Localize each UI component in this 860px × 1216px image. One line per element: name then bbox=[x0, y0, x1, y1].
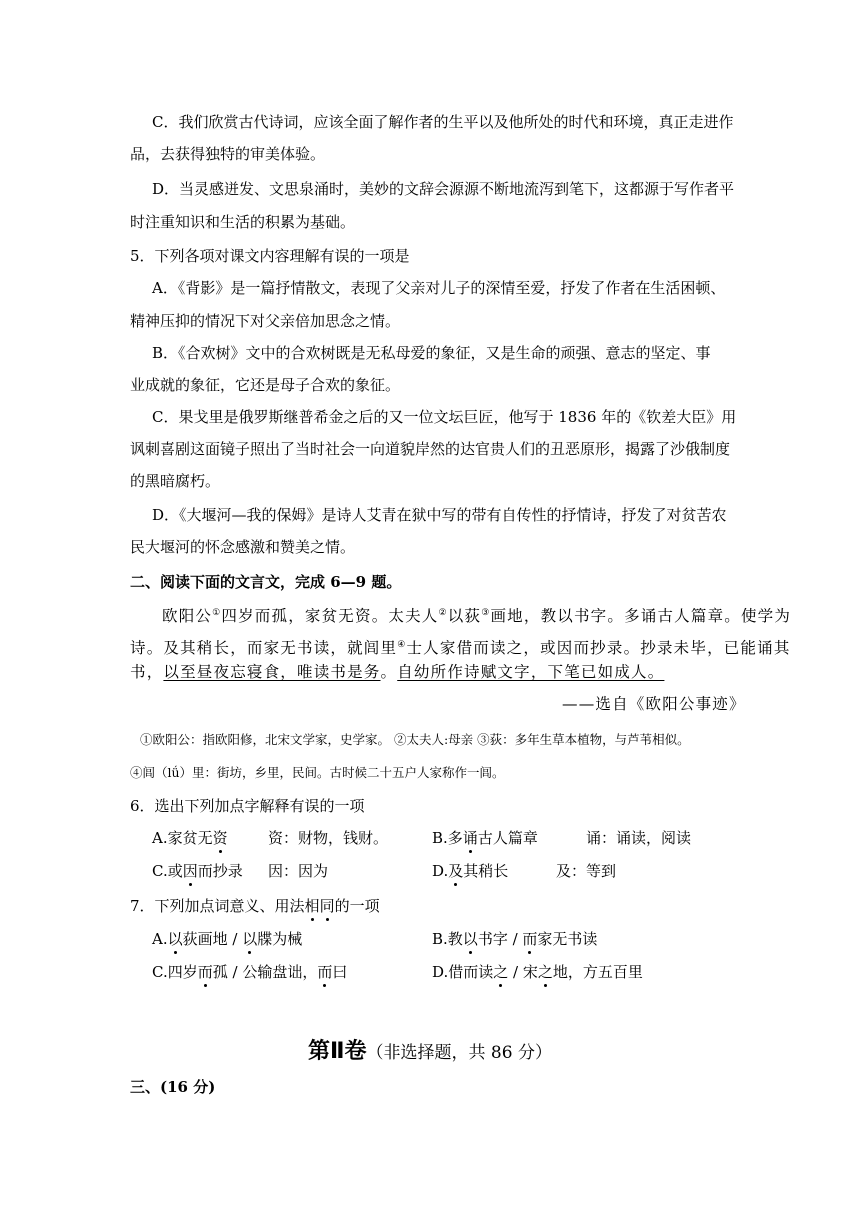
footnote-ref-2: ② bbox=[438, 607, 448, 618]
part2-heading: 二、阅读下面的文言文，完成 6—9 题。 bbox=[130, 573, 402, 591]
volume-2-main-title: 第Ⅱ卷 bbox=[308, 1039, 367, 1064]
q4-option-d-line1: D．当灵感迸发、文思泉涌时，美妙的文辞会源源不断地流泻到笔下，这都源于写作者平 bbox=[152, 180, 735, 198]
q6-option-a-note: 资：财物，钱财。 bbox=[268, 829, 389, 847]
underlined-sentence-1: 以至昼夜忘寝食，唯读书是务 bbox=[163, 663, 381, 681]
q5-option-d-line1: D．《大堰河—我的保姆》是诗人艾青在狱中写的带有自传性的抒情诗，抒发了对贫苦农 bbox=[152, 506, 727, 524]
q4-option-d-line2: 时注重知识和生活的积累为基础。 bbox=[130, 213, 356, 231]
underlined-sentence-2: 自幼所作诗赋文字，下笔已如成人。 bbox=[397, 663, 665, 681]
q6-option-c-note: 因：因为 bbox=[268, 862, 329, 880]
q5-option-b-line1: B．《合欢树》文中的合欢树既是无私母爱的象征，又是生命的顽强、意志的坚定、事 bbox=[152, 344, 711, 362]
volume-2-title bbox=[0, 1034, 860, 1065]
q6-option-b-note: 诵：诵读，阅读 bbox=[586, 829, 692, 847]
footnote-ref-1: ① bbox=[212, 607, 222, 618]
passage-line-3: 书，以至昼夜忘寝食，唯读书是务。自幼所作诗赋文字，下笔已如成人。 bbox=[130, 663, 665, 681]
footnotes-line-2: ④闾（lǘ）里：街坊，乡里，民间。古时候二十五户人家称作一闾。 bbox=[130, 765, 505, 780]
q5-option-c-line2: 讽刺喜剧这面镜子照出了当时社会一向道貌岸然的达官贵人们的丑恶原形，揭露了沙俄制度 bbox=[130, 440, 731, 458]
q5-option-a-line2: 精神压抑的情况下对父亲倍加思念之情。 bbox=[130, 312, 401, 330]
part3-heading: 三、(16 分) bbox=[130, 1078, 216, 1096]
q5-option-a-line1: A．《背影》是一篇抒情散文，表现了父亲对儿子的深情至爱，抒发了作者在生活困顿、 bbox=[152, 279, 726, 297]
q5-option-c-line3: 的黑暗腐朽。 bbox=[130, 472, 221, 490]
footnotes-line-1: ①欧阳公：指欧阳修，北宋文学家，史学家。 ②太夫人:母亲 ③荻：多年生草本植物，与芦苇相似。 bbox=[140, 732, 690, 747]
q7-option-c: C.四岁而孤 / 公输盘诎，而曰 bbox=[152, 963, 348, 981]
q6-option-d: D.及其稍长 bbox=[432, 862, 509, 880]
q7-stem: 7．下列加点词意义、用法相同的一项 bbox=[130, 897, 380, 915]
q5-option-c-line1: C．果戈里是俄罗斯继普希金之后的又一位文坛巨匠，他写于 1836 年的《钦差大臣》用 bbox=[152, 408, 737, 426]
q7-option-d: D.借而读之 / 宋之地，方五百里 bbox=[432, 963, 643, 981]
q4-option-c-line2: 品，去获得独特的审美体验。 bbox=[130, 145, 326, 163]
q6-stem: 6．选出下列加点字解释有误的一项 bbox=[130, 797, 365, 815]
q6-option-a: A.家贫无资 bbox=[152, 829, 228, 847]
footnote-ref-4: ④ bbox=[397, 639, 407, 650]
q6-option-c: C.或因而抄录 bbox=[152, 862, 243, 880]
footnote-ref-3: ③ bbox=[481, 607, 491, 618]
q4-option-c-line1: C．我们欣赏古代诗词，应该全面了解作者的生平以及他所处的时代和环境，真正走进作 bbox=[152, 113, 734, 131]
q7-option-b: B.教以书字 / 而家无书读 bbox=[432, 930, 598, 948]
passage-line-2: 诗。及其稍长，而家无书读，就闾里④士人家借而读之，或因而抄录。抄录未毕，已能诵其 bbox=[130, 639, 791, 657]
q5-option-b-line2: 业成就的象征，它还是母子合欢的象征。 bbox=[130, 376, 401, 394]
q6-option-b: B.多诵古人篇章 bbox=[432, 829, 538, 847]
volume-2-subtitle: （非选择题，共 86 分） bbox=[366, 1043, 552, 1063]
passage-source: ——选自《欧阳公事迹》 bbox=[562, 695, 746, 713]
q7-option-a: A.以荻画地 / 以牒为械 bbox=[152, 930, 303, 948]
q5-stem: 5．下列各项对课文内容理解有误的一项是 bbox=[130, 247, 410, 265]
passage-line-1: 欧阳公①四岁而孤，家贫无资。太夫人②以荻③画地，教以书字。多诵古人篇章。使学为 bbox=[162, 607, 792, 625]
q6-option-d-note: 及：等到 bbox=[556, 862, 617, 880]
q5-option-d-line2: 民大堰河的怀念感激和赞美之情。 bbox=[130, 538, 356, 556]
